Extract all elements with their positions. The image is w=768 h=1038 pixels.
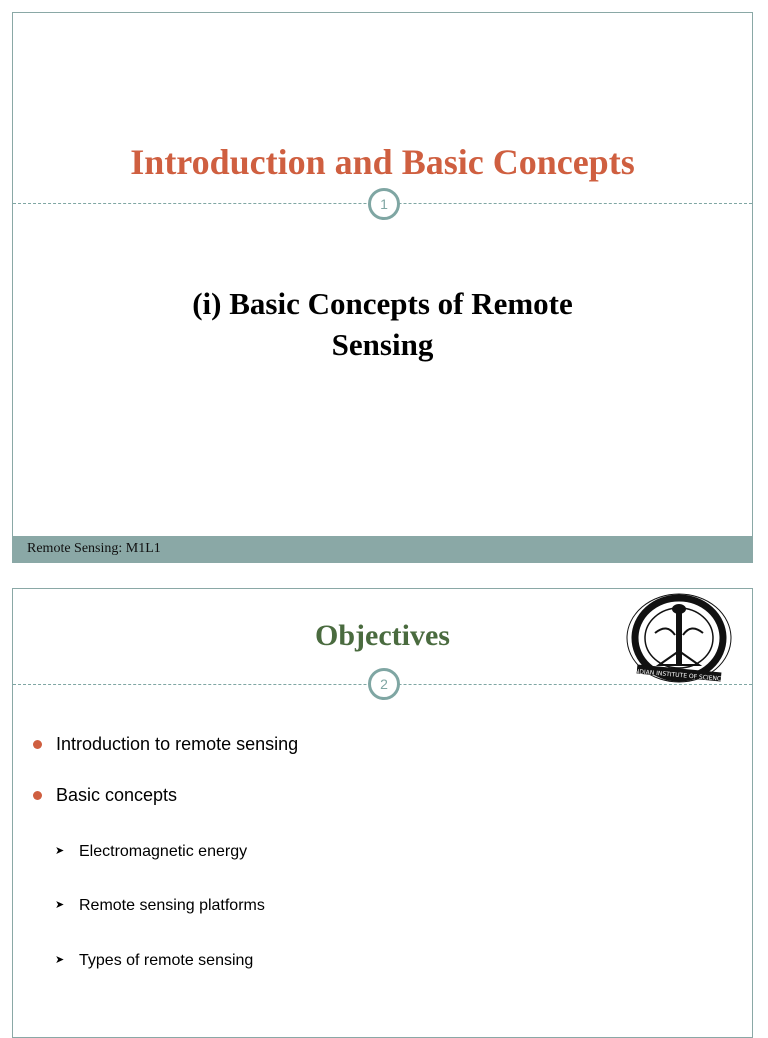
subtitle-line-1: (i) Basic Concepts of Remote (192, 286, 573, 321)
slide-footer: Remote Sensing: M1L1 (13, 536, 752, 562)
slide-title: Introduction and Basic Concepts (130, 142, 635, 182)
slide-1 (12, 12, 753, 563)
page-number-badge: 2 (368, 668, 400, 700)
bullet-dot-icon (33, 791, 42, 800)
page-number-badge: 1 (368, 188, 400, 220)
slide-2: Objectives INDIAN INSTITUTE OF SCIENCE 2 Introduction to remote sensing Basic concepts ➤ Electromagnetic energy ➤ Remote sensing platforms ➤ Types of remote sensing (12, 588, 753, 1038)
arrow-bullet-icon: ➤ (55, 845, 65, 857)
arrow-bullet-icon: ➤ (55, 899, 65, 911)
slide-title: Objectives (315, 619, 450, 652)
svg-text:INDIAN INSTITUTE OF SCIENCE: INDIAN INSTITUTE OF SCIENCE (632, 667, 726, 684)
slide-subtitle (13, 283, 752, 365)
bullet-dot-icon (33, 740, 42, 749)
arrow-bullet-icon: ➤ (55, 954, 65, 966)
subtitle-line-2: Sensing (331, 327, 434, 362)
institute-seal-logo (619, 593, 739, 687)
